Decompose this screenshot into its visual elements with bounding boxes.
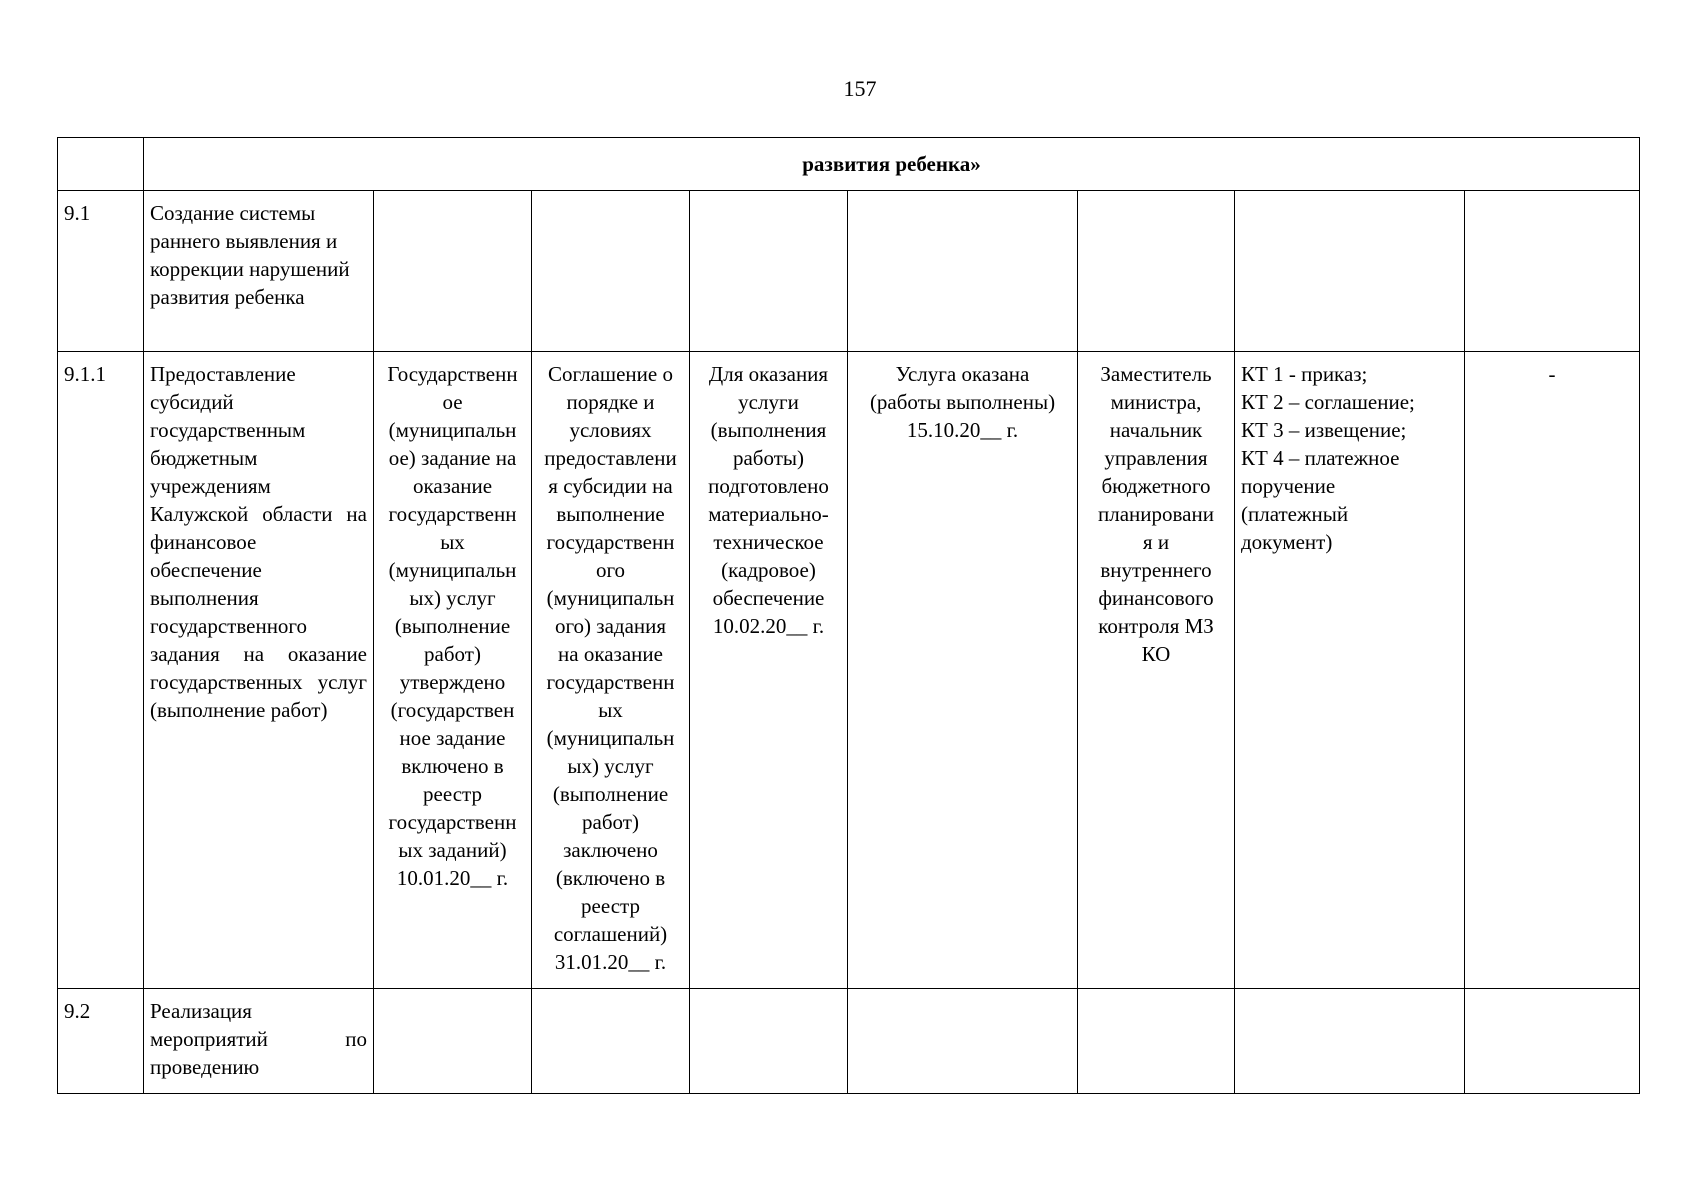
- empty-cell: [374, 989, 532, 1094]
- checkpoint-2: Соглашение о порядке и условиях предоставлени я субсидии на выполнение государственн ого (муниципальн ого) задания на оказание государственн ых (муниципальн ых) услуг (выполнение работ) заключено (включено в реестр соглашений) 31.01.20__ г.: [532, 352, 690, 989]
- empty-cell: [1078, 191, 1235, 352]
- row-name: Реализация мероприятий по проведению: [144, 989, 374, 1094]
- row-number: 9.1: [58, 191, 144, 352]
- last-column-value: -: [1465, 352, 1640, 989]
- page-number: 157: [843, 76, 877, 101]
- empty-cell: [1235, 191, 1465, 352]
- checkpoint-1: Государственн ое (муниципальн ое) задание на оказание государственн ых (муниципальн ых) услуг (выполнение работ) утверждено (государствен ное задание включено в реестр государственн ых заданий) 10.01.20__ г.: [374, 352, 532, 989]
- row-name: Создание системы раннего выявления и коррекции нарушений развития ребенка: [144, 191, 374, 352]
- empty-cell: [848, 191, 1078, 352]
- empty-cell: [1465, 191, 1640, 352]
- empty-cell: [532, 989, 690, 1094]
- empty-cell: [58, 138, 144, 191]
- row-number: 9.2: [58, 989, 144, 1094]
- empty-cell: [1078, 989, 1235, 1094]
- empty-cell: [532, 191, 690, 352]
- document-types: КТ 1 - приказ; КТ 2 – соглашение; КТ 3 – извещение; КТ 4 – платежное поручение (платежный документ): [1235, 352, 1465, 989]
- responsible-person: Заместитель министра, начальник управления бюджетного планировани я и внутреннего финансового контроля МЗ КО: [1078, 352, 1235, 989]
- checkpoint-4: Услуга оказана (работы выполнены) 15.10.20__ г.: [848, 352, 1078, 989]
- table-row: [58, 352, 1640, 989]
- empty-cell: [1465, 989, 1640, 1094]
- checkpoint-3: Для оказания услуги (выполнения работы) подготовлено материально- техническое (кадровое) обеспечение 10.02.20__ г.: [690, 352, 848, 989]
- empty-cell: [848, 989, 1078, 1094]
- empty-cell: [690, 191, 848, 352]
- table-row: [58, 989, 1640, 1094]
- plan-table: [57, 137, 1640, 1094]
- section-title: развития ребенка»: [144, 138, 1640, 191]
- empty-cell: [690, 989, 848, 1094]
- empty-cell: [1235, 989, 1465, 1094]
- row-name: Предоставление субсидий государственным бюджетным учреждениям Калужской области на финансовое обеспечение выполнения государственного задания на оказание государственных услуг (выполнение работ): [144, 352, 374, 989]
- row-number: 9.1.1: [58, 352, 144, 989]
- empty-cell: [374, 191, 532, 352]
- section-header-row: [58, 138, 1640, 191]
- table-row: [58, 191, 1640, 352]
